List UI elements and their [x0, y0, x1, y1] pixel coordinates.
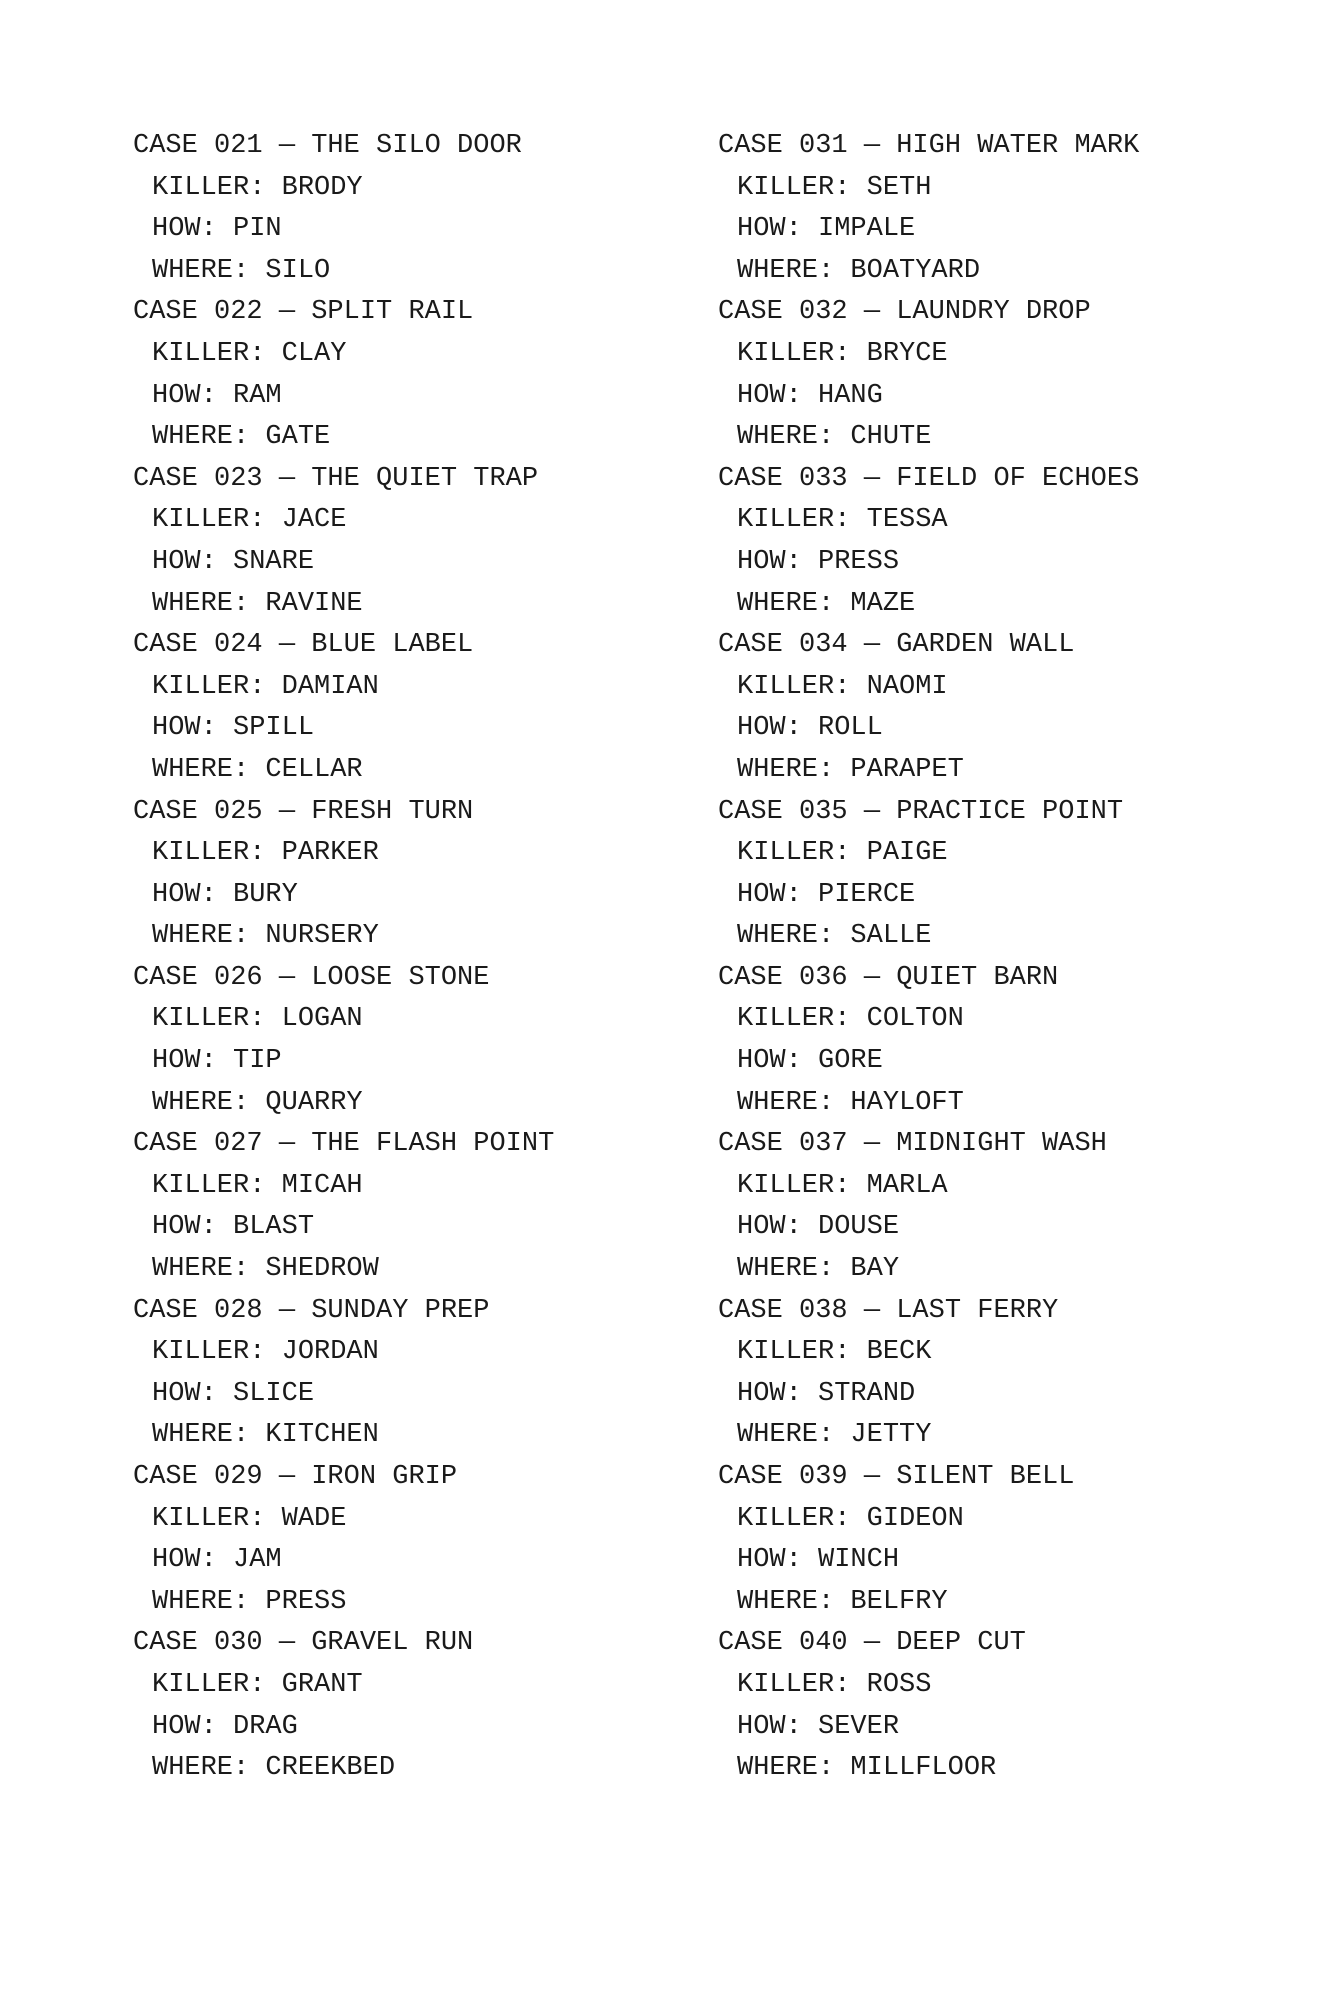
case-where: WHERE: SHEDROW — [152, 1254, 379, 1285]
case-killer: KILLER: COLTON — [737, 1004, 964, 1035]
case-entry — [133, 1457, 554, 1623]
case-how: HOW: JAM — [152, 1545, 282, 1576]
case-where: WHERE: GATE — [152, 422, 331, 453]
case-entry — [133, 625, 554, 791]
case-where: WHERE: KITCHEN — [152, 1420, 379, 1451]
case-entry — [133, 1623, 554, 1789]
case-where: WHERE: BAY — [737, 1254, 900, 1285]
case-killer: KILLER: BRODY — [152, 172, 363, 203]
case-heading: CASE 029 — IRON GRIP — [133, 1462, 458, 1492]
case-heading: CASE 030 — GRAVEL RUN — [133, 1628, 474, 1659]
case-entry — [133, 958, 554, 1124]
case-heading: CASE 027 — THE FLASH POINT — [133, 1129, 555, 1160]
case-entry — [718, 1124, 1139, 1290]
case-where: WHERE: SALLE — [737, 921, 932, 952]
case-where: WHERE: HAYLOFT — [737, 1087, 964, 1118]
case-where: WHERE: CELLAR — [152, 754, 363, 785]
case-how: HOW: PIN — [152, 214, 282, 245]
left-column — [133, 126, 554, 1790]
case-heading: CASE 031 — HIGH WATER MARK — [718, 131, 1140, 161]
case-entry — [133, 1291, 554, 1457]
case-killer: KILLER: BECK — [737, 1337, 932, 1368]
case-killer: KILLER: JACE — [152, 505, 347, 536]
case-how: HOW: BURY — [152, 879, 298, 910]
case-heading: CASE 032 — LAUNDRY DROP — [718, 297, 1091, 328]
case-entry — [718, 1291, 1139, 1457]
case-heading: CASE 038 — LAST FERRY — [718, 1295, 1059, 1326]
case-how: HOW: PRESS — [737, 546, 900, 577]
case-heading: CASE 034 — GARDEN WALL — [718, 630, 1075, 661]
case-killer: KILLER: NAOMI — [737, 671, 948, 702]
case-how: HOW: SLICE — [152, 1378, 315, 1409]
case-heading: CASE 022 — SPLIT RAIL — [133, 297, 474, 328]
case-how: HOW: STRAND — [737, 1378, 916, 1409]
case-heading: CASE 023 — THE QUIET TRAP — [133, 463, 539, 494]
case-where: WHERE: CREEKBED — [152, 1753, 396, 1784]
case-how: HOW: TIP — [152, 1046, 282, 1077]
case-entry — [133, 1124, 554, 1290]
case-entry — [718, 126, 1139, 292]
case-heading: CASE 037 — MIDNIGHT WASH — [718, 1129, 1107, 1160]
case-entry — [133, 792, 554, 958]
case-heading: CASE 025 — FRESH TURN — [133, 796, 474, 827]
case-where: WHERE: JETTY — [737, 1420, 932, 1451]
case-where: WHERE: PRESS — [152, 1586, 347, 1617]
case-how: HOW: DOUSE — [737, 1212, 900, 1243]
case-killer: KILLER: MICAH — [152, 1170, 363, 1201]
case-killer: KILLER: DAMIAN — [152, 671, 379, 702]
right-column — [718, 126, 1139, 1790]
case-entry — [718, 958, 1139, 1124]
case-killer: KILLER: GIDEON — [737, 1503, 964, 1534]
case-how: HOW: PIERCE — [737, 879, 916, 910]
case-how: HOW: SEVER — [737, 1711, 900, 1742]
case-killer: KILLER: CLAY — [152, 338, 347, 369]
case-killer: KILLER: PARKER — [152, 838, 379, 869]
case-where: WHERE: NURSERY — [152, 921, 379, 952]
case-where: WHERE: SILO — [152, 255, 331, 286]
case-heading: CASE 024 — BLUE LABEL — [133, 630, 474, 661]
case-entry — [133, 459, 554, 625]
case-entry — [718, 292, 1139, 458]
case-heading: CASE 040 — DEEP CUT — [718, 1628, 1026, 1659]
case-entry — [718, 1623, 1139, 1789]
case-killer: KILLER: MARLA — [737, 1170, 948, 1201]
case-heading: CASE 026 — LOOSE STONE — [133, 962, 490, 993]
case-how: HOW: RAM — [152, 380, 282, 411]
case-killer: KILLER: ROSS — [737, 1669, 932, 1700]
case-where: WHERE: QUARRY — [152, 1087, 363, 1118]
case-killer: KILLER: LOGAN — [152, 1004, 363, 1035]
case-killer: KILLER: PAIGE — [737, 838, 948, 869]
case-heading: CASE 039 — SILENT BELL — [718, 1462, 1075, 1492]
case-how: HOW: HANG — [737, 380, 883, 411]
case-how: HOW: SNARE — [152, 546, 315, 577]
case-where: WHERE: MILLFLOOR — [737, 1753, 997, 1784]
case-where: WHERE: MAZE — [737, 588, 916, 619]
case-where: WHERE: CHUTE — [737, 422, 932, 453]
case-how: HOW: GORE — [737, 1046, 883, 1077]
case-how: HOW: IMPALE — [737, 214, 916, 245]
case-killer: KILLER: TESSA — [737, 505, 948, 536]
case-where: WHERE: BELFRY — [737, 1586, 948, 1617]
case-entry — [133, 292, 554, 458]
case-where: WHERE: RAVINE — [152, 588, 363, 619]
case-entry — [718, 459, 1139, 625]
case-where: WHERE: PARAPET — [737, 754, 964, 785]
case-entry — [718, 1457, 1139, 1623]
case-heading: CASE 028 — SUNDAY PREP — [133, 1295, 490, 1326]
case-entry — [133, 126, 554, 292]
case-killer: KILLER: SETH — [737, 172, 932, 203]
case-killer: KILLER: JORDAN — [152, 1337, 379, 1368]
case-entry — [718, 625, 1139, 791]
case-how: HOW: ROLL — [737, 713, 883, 744]
case-heading: CASE 021 — THE SILO DOOR — [133, 131, 522, 161]
case-how: HOW: SPILL — [152, 713, 315, 744]
case-killer: KILLER: WADE — [152, 1503, 347, 1534]
case-how: HOW: DRAG — [152, 1711, 298, 1742]
case-killer: KILLER: GRANT — [152, 1669, 363, 1700]
case-where: WHERE: BOATYARD — [737, 255, 981, 286]
case-heading: CASE 036 — QUIET BARN — [718, 962, 1059, 993]
case-heading: CASE 033 — FIELD OF ECHOES — [718, 463, 1140, 494]
case-how: HOW: BLAST — [152, 1212, 315, 1243]
case-how: HOW: WINCH — [737, 1545, 900, 1576]
case-heading: CASE 035 — PRACTICE POINT — [718, 796, 1124, 827]
case-entry — [718, 792, 1139, 958]
case-killer: KILLER: BRYCE — [737, 338, 948, 369]
